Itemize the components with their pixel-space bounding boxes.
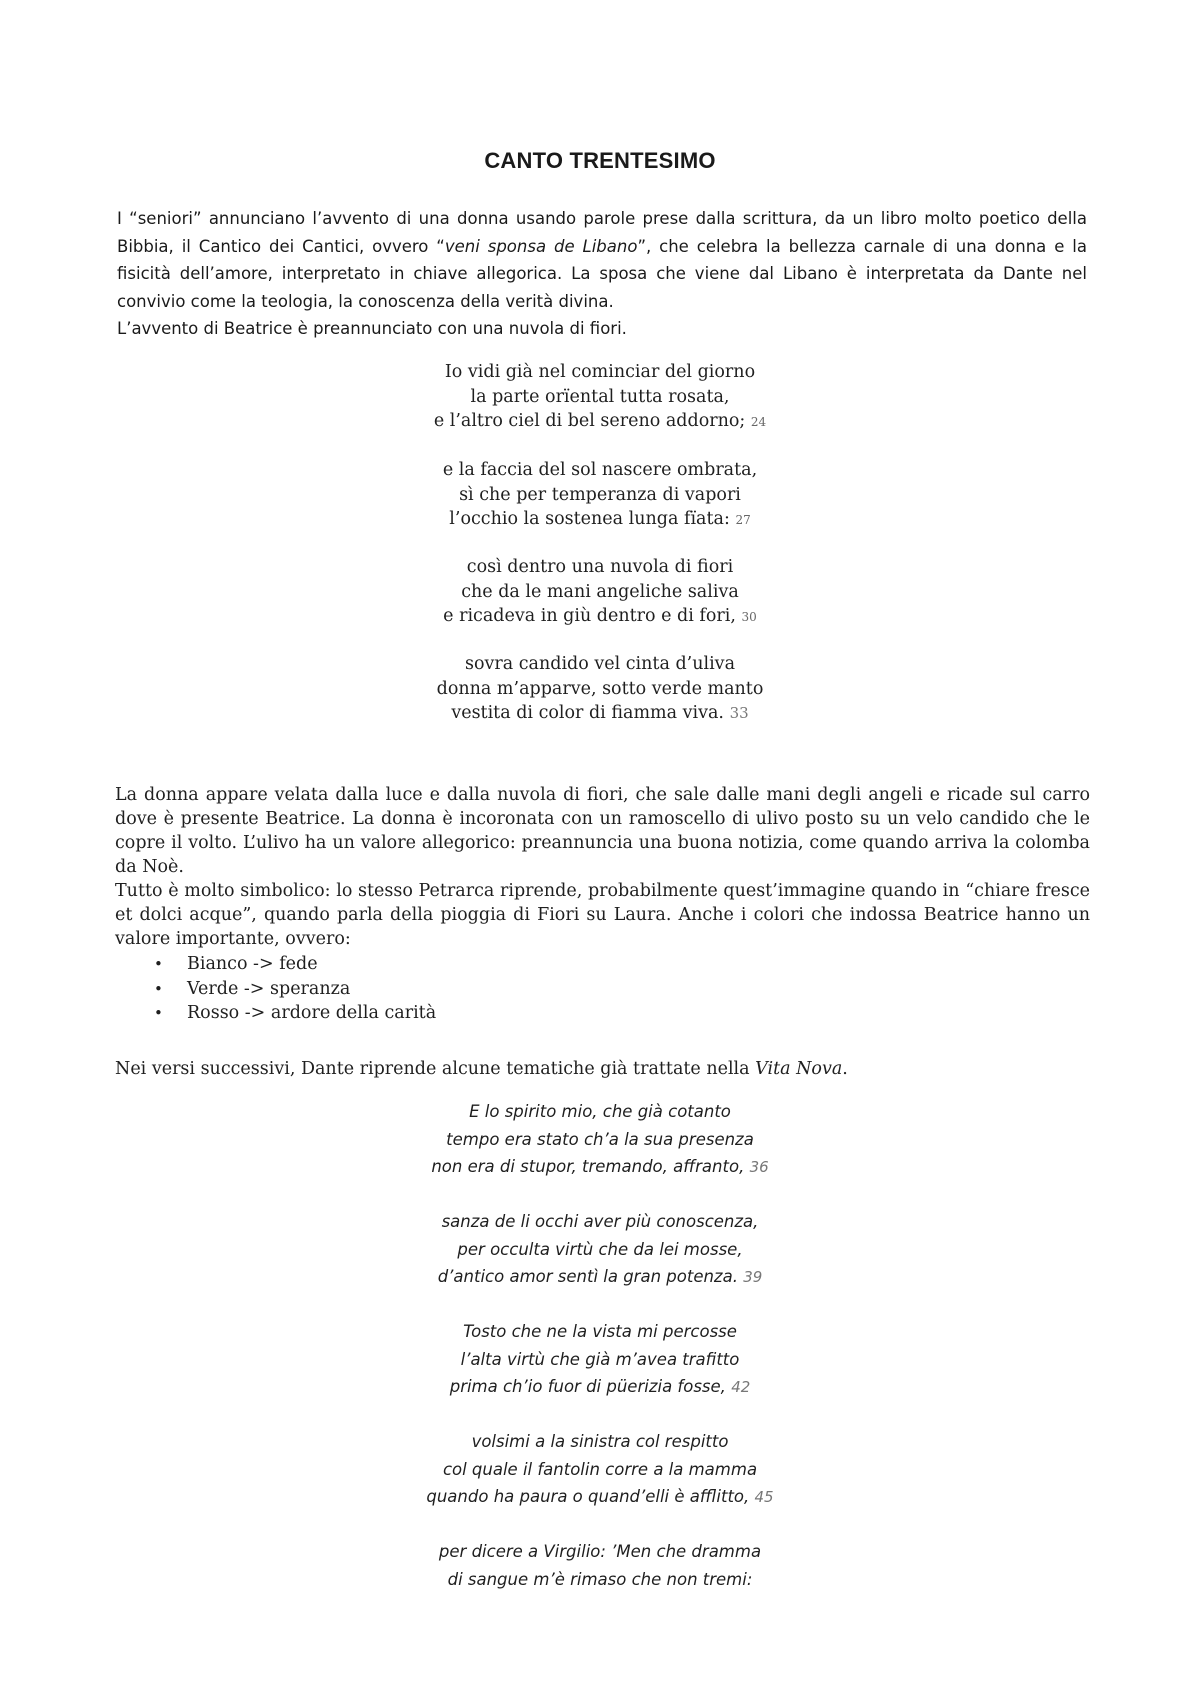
verse-number: 33 bbox=[729, 704, 749, 722]
verse-line: col quale il fantolin corre a la mamma bbox=[442, 1459, 758, 1479]
verse-line: prima ch’io fuor di püerizia fosse, 42 bbox=[449, 1377, 751, 1396]
verse-number: 42 bbox=[731, 1378, 751, 1396]
colors-list bbox=[150, 952, 436, 1026]
verse-stanza bbox=[0, 458, 1200, 533]
verse-line: di sangue m’è rimaso che non tremi: bbox=[447, 1569, 753, 1589]
bullet-icon: • bbox=[154, 1004, 163, 1022]
intro-text-part2: ”, che celebra la bellezza carnale di una donna e la fisicità dell’amore, interpretato in chiave allegorica. La sposa che viene dal Libano è interpretata da Dante nel convivio come la teologia, la conoscenza della verità divina. bbox=[117, 236, 1087, 311]
verse-stanza bbox=[0, 1428, 1200, 1512]
verse-stanza bbox=[0, 360, 1200, 435]
verse-stanza bbox=[0, 1538, 1200, 1593]
verse-number: 39 bbox=[743, 1268, 763, 1286]
verse-line: l’alta virtù che già m’avea trafitto bbox=[460, 1349, 740, 1369]
verse-number: 30 bbox=[741, 610, 757, 624]
intro-line-beatrice: L’avvento di Beatrice è preannunciato con una nuvola di fiori. bbox=[117, 319, 627, 338]
verse-line: che da le mani angeliche saliva bbox=[461, 581, 739, 602]
verse-number: 24 bbox=[750, 415, 767, 429]
verse-stanza bbox=[0, 1208, 1200, 1292]
commentary-section bbox=[115, 783, 1090, 951]
vita-nova-note: Nei versi successivi, Dante riprende alcune tematiche già trattate nella Vita Nova. bbox=[115, 1059, 848, 1079]
bullet-icon: • bbox=[154, 955, 163, 973]
verse-stanza bbox=[0, 652, 1200, 726]
work-title: Vita Nova bbox=[755, 1059, 843, 1079]
verse-number: 27 bbox=[735, 513, 751, 527]
verse-line: sì che per temperanza di vapori bbox=[459, 484, 741, 505]
list-item: • Bianco -> fede bbox=[150, 952, 436, 977]
page-title: CANTO TRENTESIMO bbox=[484, 148, 716, 173]
intro-paragraph bbox=[117, 205, 1087, 315]
verse-line: non era di stupor, tremando, affranto, 36 bbox=[431, 1157, 769, 1176]
verse-line: così dentro una nuvola di fiori bbox=[466, 557, 734, 577]
verse-line: la parte orïental tutta rosata, bbox=[470, 386, 730, 407]
verse-line: tempo era stato ch’a la sua presenza bbox=[446, 1129, 754, 1149]
verse-line: per dicere a Virgilio: ’Men che dramma bbox=[438, 1542, 762, 1561]
bullet-icon: • bbox=[154, 979, 163, 998]
verse-line: vestita di color di fiamma viva. 33 bbox=[451, 703, 749, 723]
verse-line: e la faccia del sol nascere ombrata, bbox=[442, 460, 758, 480]
verse-number: 45 bbox=[754, 1488, 774, 1506]
verse-line: donna m’apparve, sotto verde manto bbox=[436, 678, 764, 699]
verse-line: d’antico amor sentì la gran potenza. 39 bbox=[437, 1267, 763, 1286]
verse-line: volsimi a la sinistra col respitto bbox=[471, 1432, 729, 1451]
verse-stanza bbox=[0, 1098, 1200, 1182]
verse-line: sovra candido vel cinta d’uliva bbox=[464, 654, 736, 674]
intro-latin-quote: veni sponsa de Libano bbox=[444, 236, 638, 256]
verse-line: e ricadeva in giù dentro e di fori, 30 bbox=[443, 606, 757, 626]
intro-section bbox=[117, 205, 1087, 343]
verse-line: e l’altro ciel di bel sereno addorno; 24 bbox=[433, 411, 767, 431]
verse-line: sanza de li occhi aver più conoscenza, bbox=[441, 1212, 759, 1231]
verse-number: 36 bbox=[749, 1158, 769, 1176]
commentary-paragraph: Tutto è molto simbolico: lo stesso Petrarca riprende, probabilmente quest’immagine quando in “chiare fresce et dolci acque”, quando parla della pioggia di Fiori su Laura. Anche i colori che indossa Beatrice hanno un valore importante, ovvero: bbox=[115, 881, 1090, 949]
verse-line: Io vidi già nel cominciar del giorno bbox=[444, 362, 756, 382]
verse-line: quando ha paura o quand’elli è afflitto, 45 bbox=[426, 1487, 774, 1506]
verse-stanza bbox=[0, 1318, 1200, 1402]
verse-line: per occulta virtù che da lei mosse, bbox=[457, 1239, 743, 1259]
verse-line: l’occhio la sostenea lunga fïata: 27 bbox=[449, 509, 751, 529]
list-item: • Verde -> speranza bbox=[150, 977, 436, 1002]
verse-line: Tosto che ne la vista mi percosse bbox=[463, 1322, 737, 1341]
commentary-paragraph: La donna appare velata dalla luce e dalla nuvola di fiori, che sale dalle mani degli angeli e ricade sul carro dove è presente Beatrice. La donna è incoronata con un ramoscello di ulivo posto su un velo candido che le copre il volto. L’ulivo ha un valore allegorico: preannuncia una buona notizia, come quando arriva la colomba da Noè. bbox=[115, 785, 1090, 877]
verse-stanza bbox=[0, 555, 1200, 630]
verse-line: E lo spirito mio, che già cotanto bbox=[469, 1102, 731, 1121]
list-item: • Rosso -> ardore della carità bbox=[150, 1001, 436, 1026]
intro-text-part1: I “seniori” annunciano l’avvento di una donna usando parole prese dalla scrittura, da un libro molto poetico della Bibbia, il Cantico dei Cantici, ovvero “ bbox=[117, 209, 1087, 256]
